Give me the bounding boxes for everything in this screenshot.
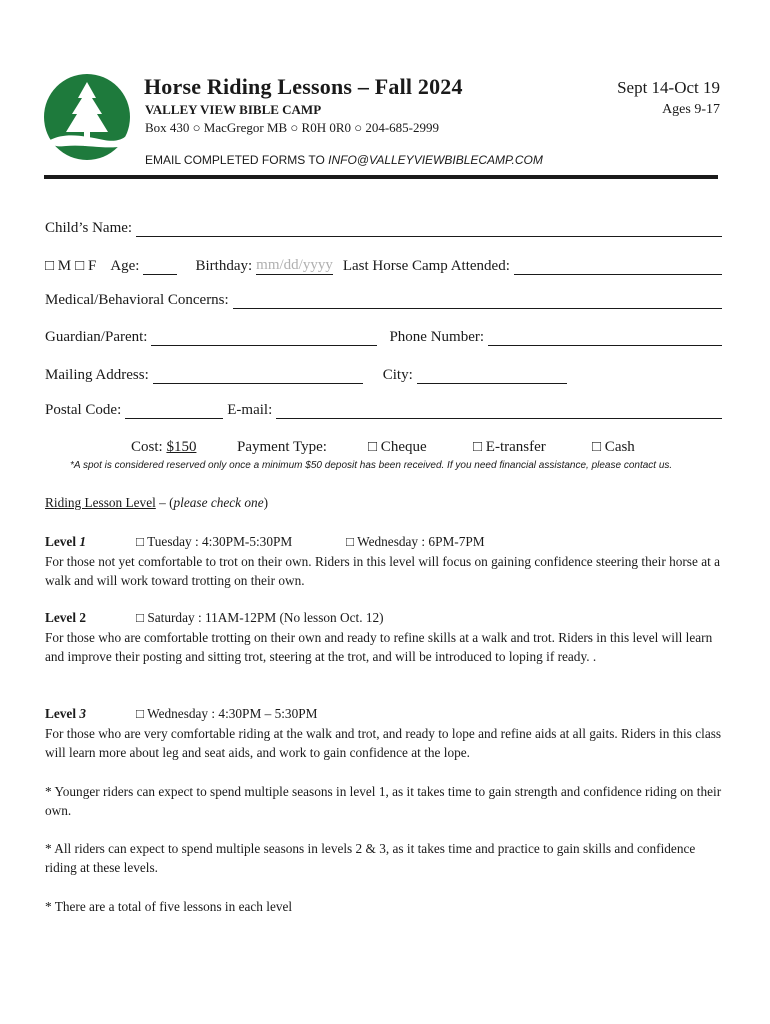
medical-label: Medical/Behavioral Concerns: — [45, 292, 229, 308]
email-label: E-mail: — [227, 402, 273, 418]
level-1-wednesday-checkbox[interactable]: □ Wednesday : 6PM-7PM — [346, 534, 485, 549]
level-heading: Riding Lesson Level – (please check one) — [45, 495, 269, 510]
last-camp-field[interactable] — [514, 260, 722, 275]
child-name-label: Child’s Name: — [45, 220, 133, 236]
medical-field[interactable] — [233, 294, 722, 309]
child-name-field[interactable] — [136, 222, 722, 237]
city-field[interactable] — [417, 369, 567, 384]
camp-address: Box 430 ○ MacGregor MB ○ R0H 0R0 ○ 204-685-2999 — [145, 120, 440, 135]
age-range: Ages 9-17 — [662, 102, 720, 117]
phone-label: Phone Number: — [389, 329, 485, 345]
postal-row — [45, 402, 722, 419]
level-1-tuesday-checkbox[interactable]: □ Tuesday : 4:30PM-5:30PM — [136, 534, 293, 549]
mailing-field[interactable] — [153, 369, 363, 384]
camp-name: VALLEY VIEW BIBLE CAMP — [145, 102, 322, 117]
guardian-field[interactable] — [151, 331, 377, 346]
note-younger-riders: * Younger riders can expect to spend multiple seasons in level 1, as it takes time to gain strength and confidence riding on their own. — [45, 784, 722, 818]
level-3-wednesday-checkbox[interactable]: □ Wednesday : 4:30PM – 5:30PM — [136, 706, 318, 721]
level-2-label: Level 2 — [45, 610, 86, 625]
age-field[interactable] — [143, 260, 177, 275]
header-divider — [44, 175, 718, 179]
deposit-note: *A spot is considered reserved only once a minimum $50 deposit has been received. If you need financial assistance, please contact us. — [70, 460, 673, 471]
guardian-label: Guardian/Parent: — [45, 329, 148, 345]
level-2-saturday-checkbox[interactable]: □ Saturday : 11AM-12PM (No lesson Oct. 12) — [136, 610, 384, 625]
last-camp-label: Last Horse Camp Attended: — [342, 258, 510, 274]
birthday-field[interactable]: mm/dd/yyyy — [256, 257, 333, 273]
city-label: City: — [382, 367, 413, 383]
mailing-label: Mailing Address: — [45, 367, 149, 383]
child-details-row — [45, 257, 722, 275]
page-title: Horse Riding Lessons – Fall 2024 — [144, 74, 463, 99]
birthday-label: Birthday: — [195, 258, 253, 274]
cheque-checkbox[interactable]: □ Cheque — [368, 439, 427, 455]
gender-m-checkbox[interactable]: □ M — [45, 258, 72, 274]
cash-checkbox[interactable]: □ Cash — [592, 439, 635, 455]
child-name-row — [45, 220, 722, 237]
level-3-label: Level 3 — [45, 706, 86, 721]
level-1-description: For those not yet comfortable to trot on their own. Riders in this level will focus on gaining confidence steering their horse at a walk and will work toward trotting on their own. — [45, 554, 721, 588]
level-1-label: Level 1 — [45, 534, 86, 549]
payment-type-label: Payment Type: — [237, 439, 327, 455]
cost-value: $150 — [166, 439, 197, 455]
email-instruction: EMAIL COMPLETED FORMS TO INFO@VALLEYVIEWBIBLECAMP.COM — [145, 153, 543, 167]
note-total-lessons: * There are a total of five lessons in each level — [45, 899, 293, 914]
note-all-riders: * All riders can expect to spend multiple seasons in levels 2 & 3, as it takes time and practice to gain skills and confidence riding at these levels. — [45, 841, 696, 875]
age-label: Age: — [110, 258, 140, 274]
cost: Cost: $150 — [131, 439, 197, 455]
etransfer-checkbox[interactable]: □ E-transfer — [473, 439, 546, 455]
postal-label: Postal Code: — [45, 402, 122, 418]
phone-field[interactable] — [488, 331, 722, 346]
email-address[interactable]: INFO@VALLEYVIEWBIBLECAMP.COM — [328, 153, 543, 167]
address-row — [45, 367, 722, 384]
email-field[interactable] — [276, 404, 722, 419]
camp-logo — [44, 74, 130, 160]
level-2-description: For those who are comfortable trotting on their own and ready to refine skills at a walk and trot. Riders in this level will learn and improve their posting and sitting trot, steering at the trot, and will be introduced to loping if ready. . — [45, 630, 713, 664]
postal-field[interactable] — [125, 404, 223, 419]
guardian-row — [45, 329, 722, 346]
session-dates: Sept 14-Oct 19 — [617, 78, 720, 97]
level-3-description: For those who are very comfortable riding at the walk and trot, and ready to lope and refine aids at all gaits. Riders in this class will learn more about leg and seat aids, and work to gain confidence at the lope. — [45, 726, 722, 760]
medical-row — [45, 292, 722, 309]
gender-f-checkbox[interactable]: □ F — [75, 258, 97, 274]
